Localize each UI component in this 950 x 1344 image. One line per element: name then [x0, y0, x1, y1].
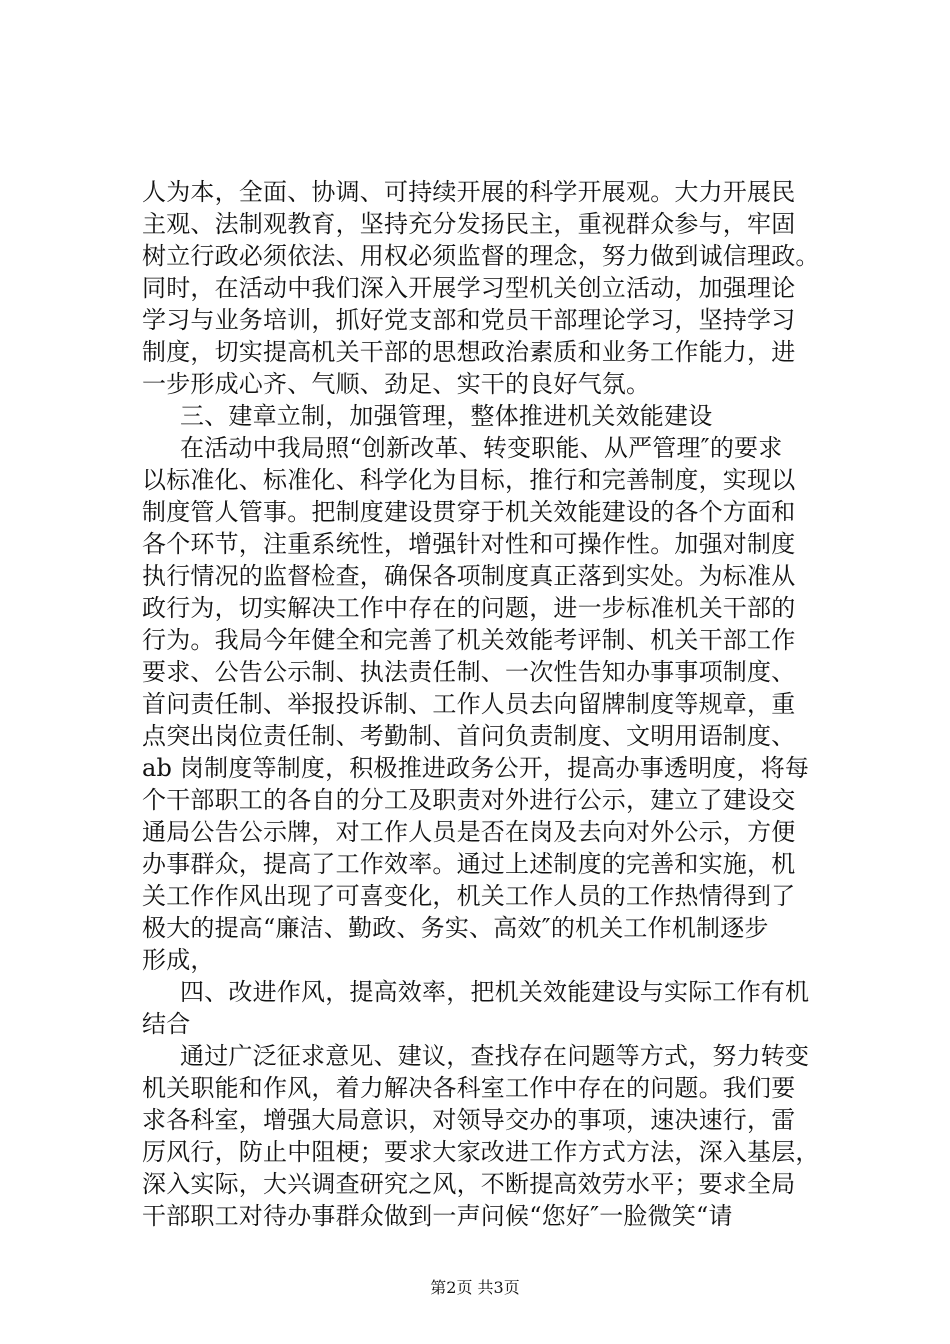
text-line: 同时，在活动中我们深入开展学习型机关创立活动，加强理论 — [142, 274, 796, 302]
text-line: 各个环节，注重系统性，增强针对性和可操作性。加强对制度 — [142, 530, 796, 558]
text-line: 点突出岗位责任制、考勤制、首问负责制度、文明用语制度、 — [142, 722, 796, 750]
document-body — [142, 176, 842, 1232]
text-line: 求各科室，增强大局意识，对领导交办的事项，速决速行，雷 — [142, 1106, 796, 1134]
text-line: 通过广泛征求意见、建议，查找存在问题等方式，努力转变 — [180, 1042, 810, 1070]
section-heading: 三、建章立制，加强管理，整体推进机关效能建设 — [180, 402, 713, 430]
text-line: 以标准化、标准化、科学化为目标，推行和完善制度，实现以 — [142, 466, 796, 494]
text-line: 办事群众，提高了工作效率。通过上述制度的完善和实施，机 — [142, 850, 796, 878]
text-line: 树立行政必须依法、用权必须监督的理念，努力做到诚信理政。 — [142, 242, 820, 270]
text-line: 要求、公告公示制、执法责任制、一次性告知办事事项制度、 — [142, 658, 796, 686]
text-line: 个干部职工的各自的分工及职责对外进行公示，建立了建设交 — [142, 786, 796, 814]
text-line: 干部职工对待办事群众做到一声问候“您好″一脸微笑“请 — [142, 1202, 733, 1230]
text-line: 关工作作风出现了可喜变化，机关工作人员的工作热情得到了 — [142, 882, 796, 910]
text-line: 行为。我局今年健全和完善了机关效能考评制、机关干部工作 — [142, 626, 796, 654]
text-line: 厉风行，防止中阻梗；要求大家改进工作方式方法，深入基层， — [142, 1138, 820, 1166]
page-number-footer: 第2页 共3页 — [430, 1278, 520, 1297]
text-line: 一步形成心齐、气顺、劲足、实干的良好气氛。 — [142, 370, 651, 398]
text-line: ab 岗制度等制度，积极推进政务公开，提高办事透明度，将每 — [142, 754, 810, 782]
section-heading-continuation: 结合 — [142, 1010, 191, 1038]
text-line: 深入实际，大兴调查研究之风，不断提高效劳水平；要求全局 — [142, 1170, 796, 1198]
text-line: 首问责任制、举报投诉制、工作人员去向留牌制度等规章，重 — [142, 690, 796, 718]
text-line: 形成， — [142, 946, 215, 974]
section-heading: 四、改进作风，提高效率，把机关效能建设与实际工作有机 — [180, 978, 810, 1006]
text-line: 通局公告公示牌，对工作人员是否在岗及去向对外公示，方便 — [142, 818, 796, 846]
text-line: 制度，切实提高机关干部的思想政治素质和业务工作能力，进 — [142, 338, 796, 366]
text-line: 学习与业务培训，抓好党支部和党员干部理论学习，坚持学习 — [142, 306, 796, 334]
text-line: 制度管人管事。把制度建设贯穿于机关效能建设的各个方面和 — [142, 498, 796, 526]
text-line: 主观、法制观教育，坚持充分发扬民主，重视群众参与，牢固 — [142, 210, 796, 238]
text-line: 政行为，切实解决工作中存在的问题，进一步标准机关干部的 — [142, 594, 796, 622]
text-line: 在活动中我局照“创新改革、转变职能、从严管理″的要求 — [180, 434, 783, 462]
text-line: 执行情况的监督检查，确保各项制度真正落到实处。为标准从 — [142, 562, 796, 590]
text-line: 人为本，全面、协调、可持续开展的科学开展观。大力开展民 — [142, 178, 796, 206]
text-line: 极大的提高“廉洁、勤政、务实、高效″的机关工作机制逐步 — [142, 914, 769, 942]
text-line: 机关职能和作风，着力解决各科室工作中存在的问题。我们要 — [142, 1074, 796, 1102]
